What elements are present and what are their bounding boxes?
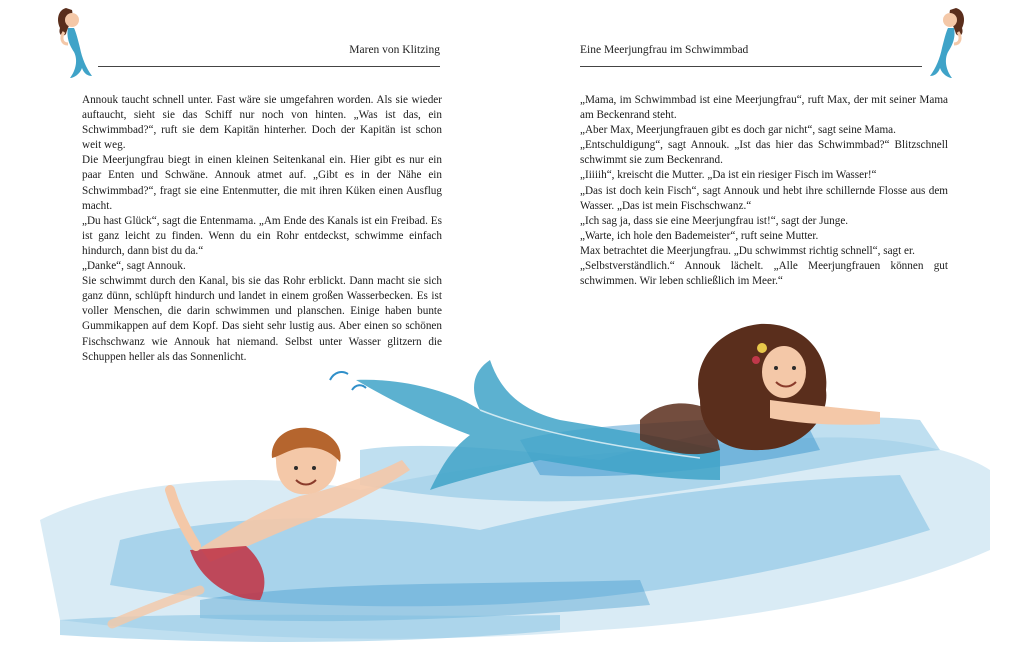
paragraph: „Mama, im Schwimmbad ist eine Meerjungfrau“, ruft Max, der mit seiner Mama am Beckenrand steht. (580, 94, 948, 122)
mermaid-ornament-icon (928, 4, 970, 90)
paragraph: „Ich sag ja, dass sie eine Meerjungfrau ist!“, sagt der Junge. (580, 214, 849, 227)
paragraph: „Du hast Glück“, sagt die Entenmama. „Am Ende des Kanals ist ein Freibad. Es ist ganz leicht zu finden. Wenn du ein Rohr entdeckst, schwimme einfach hindurch, dann bist du da.“ (82, 214, 442, 257)
paragraph: Die Meerjungfrau biegt in einen kleinen Seitenkanal ein. Hier gibt es nur ein paar Enten und Schwäne. Annouk atmet auf. „Gibt es in der Nähe ein Schwimmbad?“, fragt sie eine Entenmutter, die mit ihren Küken einen Ausflug macht. (82, 154, 442, 212)
running-head-author: Maren von Klitzing (349, 44, 440, 56)
running-head-title: Eine Meerjungfrau im Schwimmbad (580, 44, 749, 56)
swimming-pool-illustration (0, 300, 1020, 666)
paragraph: Annouk taucht schnell unter. Fast wäre sie umgefahren worden. Als sie wieder auftaucht, sieht sie das Schiff nur noch von hinten. „Was ist das, ein Schwimmbad?“, ruft sie dem Kapitän hinterher. Doch der Kapitän ist schon weit weg. (82, 94, 442, 152)
paragraph: „Warte, ich hole den Bademeister“, ruft seine Mutter. (580, 229, 819, 242)
paragraph: „Selbstverständlich.“ Annouk lächelt. „Alle Meerjungfrauen können gut schwimmen. Wir leben schließlich im Meer.“ (580, 260, 948, 288)
body-text (580, 93, 948, 289)
paragraph: „Entschuldigung“, sagt Annouk. „Ist das hier das Schwimmbad?“ Blitzschnell schwimmt sie zum Beckenrand. (580, 139, 948, 167)
paragraph: „Das ist doch kein Fisch“, sagt Annouk und hebt ihre schillernde Flosse aus dem Wasser. „Das ist mein Fischschwanz.“ (580, 184, 948, 212)
paragraph: „Danke“, sagt Annouk. (82, 260, 186, 273)
header-rule (98, 66, 440, 67)
paragraph: „Iiiiih“, kreischt die Mutter. „Da ist ein riesiger Fisch im Wasser!“ (580, 169, 877, 182)
paragraph: „Aber Max, Meerjungfrauen gibt es doch gar nicht“, sagt seine Mama. (580, 124, 896, 137)
paragraph: Max betrachtet die Meerjungfrau. „Du schwimmst richtig schnell“, sagt er. (580, 244, 915, 257)
header-rule (580, 66, 922, 67)
paragraph: Sie schwimmt durch den Kanal, bis sie das Rohr erblickt. Dann macht sie sich ganz dünn, schlüpft hindurch und landet in einem großen Wasserbecken. Es ist voller Menschen, die darin schwimmen und planschen. Einige haben bunte Gummikappen auf dem Kopf. Das sieht sehr lustig aus. Aber einen so schönen Fischschwanz wie Annouk hat niemand. Selbst unter Wasser glitzern die Schuppen heller als das Sonnenlicht. (82, 275, 442, 363)
mermaid-ornament-icon (52, 4, 94, 90)
